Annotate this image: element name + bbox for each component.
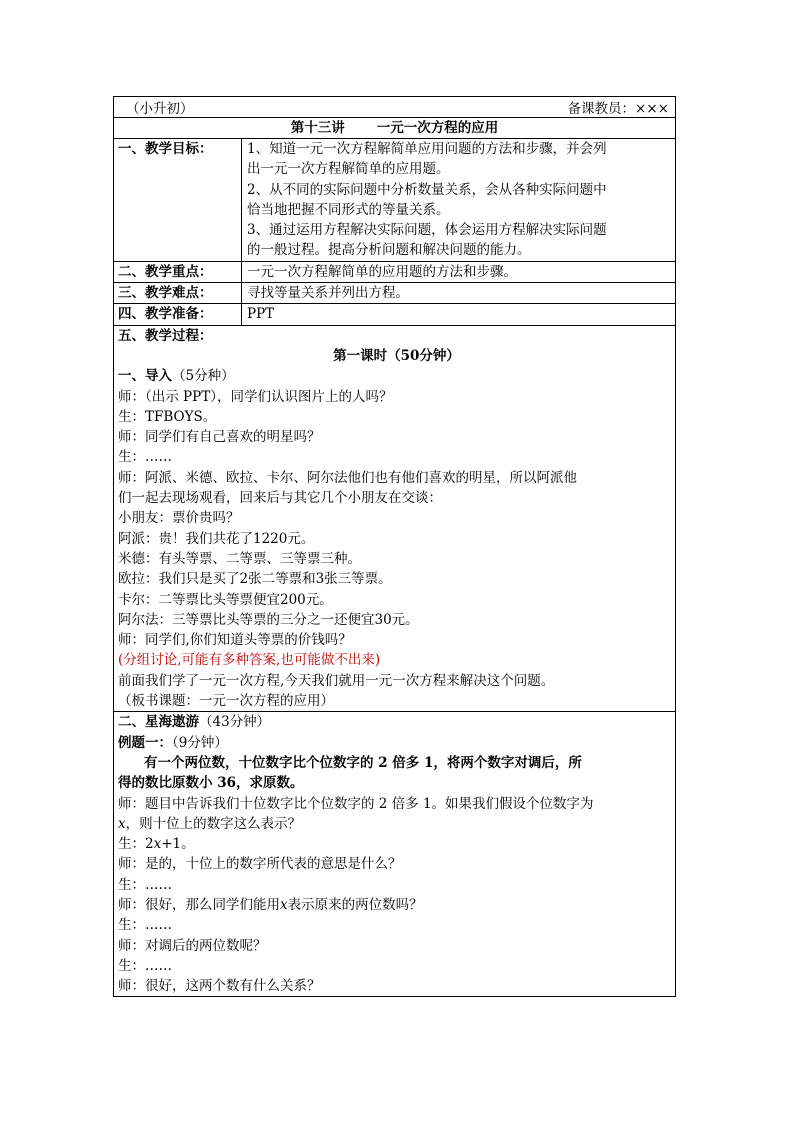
process-section — [114, 326, 675, 713]
dialogue-line: 生：TFBOYS。 — [118, 408, 217, 425]
header-row — [114, 97, 675, 118]
dialogue-line: 师：是的，十位上的数字所代表的意思是什么？ — [118, 856, 402, 873]
dialogue-line: 们一起去现场观看，回来后与其它几个小朋友在交谈： — [118, 490, 442, 507]
process-label: 五、教学过程： — [118, 327, 213, 344]
dialogue-line: 师：对调后的两位数呢？ — [118, 937, 267, 954]
dialogue-line: 师：题目中告诉我们十位数字比个位数字的 2 倍多 1。如果我们假设个位数字为 — [118, 795, 594, 812]
variable-x: x — [118, 815, 126, 832]
dialogue-line: 阿派：贵！我们共花了1220元。 — [118, 530, 315, 547]
goal-line: 出一元一次方程解简单的应用题。 — [247, 161, 450, 178]
preparation-row — [114, 304, 675, 325]
key-point-text: 一元一次方程解简单的应用题的方法和步骤。 — [247, 263, 517, 280]
dialogue-line: 师：（出示 PPT），同学们认识图片上的人吗？ — [118, 388, 393, 405]
problem-statement: 有一个两位数，十位数字比个位数字的 2 倍多 1，将两个数字对调后，所 — [144, 754, 582, 771]
preparation-text: PPT — [247, 306, 275, 323]
dialogue-line: 师：同学们有自己喜欢的明星吗？ — [118, 429, 321, 446]
lesson-plan-table — [113, 96, 676, 997]
dialogue-line: 欧拉：我们只是买了2张二等票和3张三等票。 — [118, 571, 392, 588]
example-heading — [114, 733, 675, 753]
course-level: （小升初） — [126, 101, 194, 117]
dialogue-line — [114, 834, 675, 854]
transition-line: 前面我们学了一元一次方程,今天我们就用一元一次方程来解决这个问题。 — [118, 672, 555, 689]
discussion-note: (分组讨论,可能有多种答案,也可能做不出来) — [118, 652, 381, 669]
explore-heading — [114, 712, 675, 732]
dialogue-line: 师：很好，这两个数有什么关系？ — [118, 978, 321, 995]
dialogue-line — [114, 814, 675, 834]
dialogue-line: 阿尔法：三等票比头等票的三分之一还便宜30元。 — [118, 611, 419, 628]
intro-heading-text: 一、导入 — [118, 368, 172, 385]
example-time: （9分钟） — [172, 734, 228, 751]
dialogue-line: 师：阿派、米德、欧拉、卡尔、阿尔法他们也有他们喜欢的明星，所以阿派他 — [118, 469, 577, 486]
dialogue-line: 卡尔：二等票比头等票便宜200元。 — [118, 591, 333, 608]
dialogue-line: 师：同学们,你们知道头等票的价钱吗？ — [118, 632, 352, 649]
intro-heading — [114, 366, 675, 386]
dialogue-text: 生：2 — [118, 836, 154, 853]
difficulty-row — [114, 283, 675, 304]
preparation-label: 四、教学准备： — [114, 304, 242, 324]
key-point-label: 二、教学重点： — [114, 262, 242, 282]
variable-x: x — [280, 896, 288, 913]
goal-line: 2、从不同的实际问题中分析数量关系，会从各种实际问题中 — [247, 181, 607, 198]
goal-line: 恰当地把握不同形式的等量关系。 — [247, 201, 450, 218]
board-note: （板书课题：一元一次方程的应用） — [118, 693, 334, 710]
goal-line: 1、知道一元一次方程解简单应用问题的方法和步骤，并会列 — [247, 141, 607, 157]
problem-statement: 得的数比原数小 36，求原数。 — [118, 775, 304, 792]
teacher-label: 备课教员：××× — [567, 101, 669, 117]
goals-row — [114, 139, 675, 262]
goals-label: 一、教学目标： — [114, 139, 242, 261]
intro-time: （5分种） — [172, 368, 235, 385]
dialogue-line: 小朋友：票价贵吗？ — [118, 510, 240, 527]
variable-x: x — [153, 836, 162, 853]
goals-content — [242, 139, 675, 261]
goal-line: 的一般过程。提高分析问题和解决问题的能力。 — [247, 242, 531, 259]
dialogue-line: 生：…… — [118, 957, 172, 974]
dialogue-line: 生：…… — [118, 449, 172, 466]
dialogue-text: ，则十位上的数字这么表示？ — [125, 815, 302, 832]
dialogue-text: +1。 — [161, 836, 195, 853]
explore-section — [114, 712, 675, 996]
dialogue-line — [114, 895, 675, 915]
explore-heading-text: 二、星海遨游 — [118, 714, 199, 731]
lesson-title — [114, 118, 675, 139]
dialogue-text: 表示原来的两位数吗？ — [287, 896, 423, 913]
lecture-topic: 一元一次方程的应用 — [376, 120, 499, 136]
example-label: 例题一： — [118, 734, 172, 751]
dialogue-text: 师：很好，那么同学们能用 — [118, 896, 280, 913]
difficulty-label: 三、教学难点： — [114, 283, 242, 303]
dialogue-line: 米德：有头等票、二等票、三等票三种。 — [118, 550, 361, 567]
key-point-row — [114, 262, 675, 283]
goal-line: 3、通过运用方程解决实际问题，体会运用方程解决实际问题 — [247, 222, 607, 239]
session-title: 第一课时（50分钟） — [333, 347, 460, 364]
lecture-number: 第十三讲 — [290, 120, 345, 136]
dialogue-line: 生：…… — [118, 876, 172, 893]
difficulty-text: 寻找等量关系并列出方程。 — [247, 285, 409, 302]
dialogue-line: 生：…… — [118, 917, 172, 934]
explore-time: （43分钟） — [199, 714, 271, 731]
